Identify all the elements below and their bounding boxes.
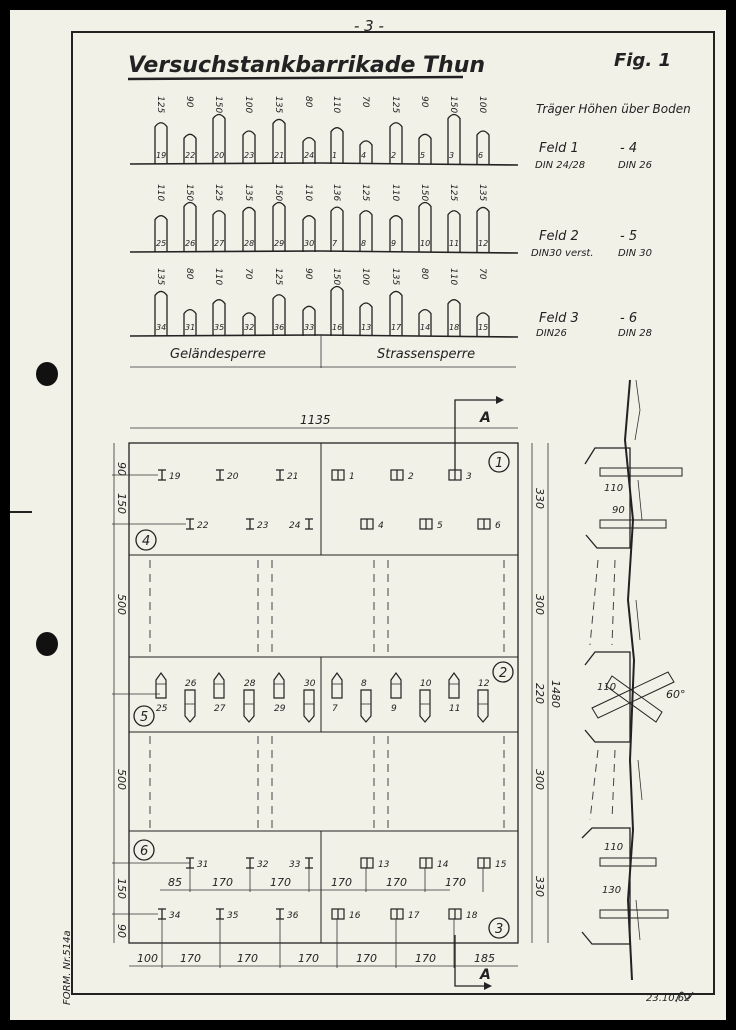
plan-post-21-label: 21 [287,472,299,482]
zone-label-strassensperre: Strassensperre [377,347,476,362]
elevation-height-16: 150 [331,268,341,286]
elevation-views [130,96,518,337]
plan-post-2 [391,470,414,482]
plan-post-31-label: 31 [197,860,209,870]
plan-post-27-label: 27 [214,704,226,714]
left-dim-150-top: 150 [115,493,128,514]
elevation-height-34: 135 [155,268,165,286]
elevation-height-26: 150 [184,184,194,202]
elevation-post-number-23: 23 [244,151,255,160]
section-dim-110-middle: 110 [597,682,617,693]
plan-post-3 [449,470,472,482]
elevation-post-number-3: 3 [449,151,455,160]
elevation-post-number-26: 26 [185,239,196,248]
elevation-post-number-12: 12 [478,239,489,248]
plan-post-9-label: 9 [391,704,397,714]
plan-post-1 [332,470,355,482]
bottom-dim-170-3: 170 [298,952,319,965]
mid-dim-170-4: 170 [386,876,407,889]
technical-drawing [10,10,726,1020]
elevation-post-number-24: 24 [304,151,315,160]
drawing-title: Versuchstankbarrikade Thun [128,53,486,78]
field-number-2: 2 [499,666,508,681]
left-dim-500-top: 500 [115,594,128,615]
drawing-sheet [10,10,726,1020]
plan-post-17-label: 17 [408,911,420,921]
width-dimension: 1135 [300,413,331,427]
section-angle: 60° [666,688,686,701]
drawing-date: 23.10.62 [646,993,691,1004]
legend-feld3-label: Feld 3 [539,311,579,326]
elevation-post-number-14: 14 [420,323,431,332]
ground-hatching [635,380,642,940]
elevation-height-33: 90 [303,268,313,280]
elevation-height-5: 90 [419,96,429,108]
plan-post-36 [276,909,299,921]
plan-post-1-label: 1 [349,472,355,482]
plan-post-21 [276,470,298,482]
plan-post-15-label: 15 [495,860,507,870]
right-dim-220: 220 [533,683,546,704]
elevation-height-12: 135 [477,184,487,202]
section-dash-3 [590,750,598,820]
bottom-dim-185: 185 [474,952,495,965]
elevation-height-20: 150 [213,96,223,114]
plan-post-25-label: 25 [156,704,168,714]
elevation-height-2: 125 [390,96,400,114]
section-label-top: A [480,410,491,426]
plan-post-29 [274,673,286,714]
plan-post-35-label: 35 [227,911,239,921]
elevation-height-18: 110 [448,268,458,286]
field-number-6: 6 [140,844,149,859]
mid-dim-85: 85 [168,876,182,889]
plan-post-6 [478,519,501,531]
elevation-height-21: 135 [273,96,283,114]
section-arrow-bottom [484,982,492,990]
plan-post-19-label: 19 [169,472,181,482]
elevation-post-number-13: 13 [361,323,372,332]
elevation-post-number-25: 25 [156,239,167,248]
elevation-height-27: 125 [213,184,223,202]
elevation-post-number-5: 5 [420,151,426,160]
plan-post-13 [361,858,390,870]
bottom-dim-100: 100 [137,952,158,965]
elevation-height-32: 70 [243,268,253,280]
left-dim-90-top: 90 [115,462,128,476]
plan-post-7 [332,673,342,714]
plan-post-20 [216,470,239,482]
beam-lower-long [600,910,668,918]
field-number-1: 1 [495,456,504,471]
plan-post-18-label: 18 [466,911,478,921]
field-number-5: 5 [140,710,149,725]
section-dash-4 [612,750,615,820]
elevation-post-number-31: 31 [185,323,196,332]
elevation-post-number-34: 34 [156,323,167,332]
plan-post-8-label: 8 [361,679,367,689]
right-dim-330-bottom: 330 [533,876,546,897]
right-dim-300-bottom: 300 [533,769,546,790]
plan-post-3-label: 3 [466,472,472,482]
elevation-post-number-9: 9 [391,239,397,248]
plan-post-23 [246,519,269,531]
plan-post-27 [214,673,226,714]
fold-mark [10,511,32,513]
section-dash-2 [612,560,615,645]
plan-post-23-label: 23 [257,521,269,531]
plan-post-28 [244,679,256,722]
plan-post-22-label: 22 [197,521,209,531]
elevation-post-number-36: 36 [274,323,285,332]
plan-post-13-label: 13 [378,860,390,870]
legend-feld4-profile: DIN 26 [618,160,653,171]
elevation-height-22: 90 [184,96,194,108]
elevation-post-number-7: 7 [332,239,338,248]
plan-post-11 [449,673,460,714]
plan-post-30-label: 30 [304,679,316,689]
plan-post-15 [478,858,507,870]
elevation-height-24: 80 [303,96,313,108]
left-dimensions [115,462,128,938]
plan-post-33-label: 33 [289,860,301,870]
elevation-height-7: 136 [331,184,341,202]
elevation-post-number-20: 20 [214,151,225,160]
legend-feld2-label: Feld 2 [539,229,579,244]
elevation-post-number-27: 27 [214,239,225,248]
mid-dim-170-5: 170 [445,876,466,889]
plan-post-36-label: 36 [287,911,299,921]
elevation-post-number-10: 10 [420,239,431,248]
elevation-height-14: 80 [419,268,429,280]
elevation-post-number-15: 15 [478,323,489,332]
plan-post-26-label: 26 [185,679,197,689]
elevation-height-25: 110 [155,184,165,202]
plan-post-24-label: 24 [289,521,301,531]
elevation-post-number-35: 35 [214,323,225,332]
elevation-post-number-28: 28 [244,239,255,248]
binder-hole-bottom [36,632,58,656]
plan-post-4-label: 4 [378,521,384,531]
left-dim-90-bottom: 90 [115,924,128,938]
legend-feld6-label: - 6 [620,311,638,326]
elevation-post-number-29: 29 [274,239,285,248]
plan-post-19 [158,470,181,482]
section-view [582,380,686,980]
section-label-bottom: A [480,967,491,983]
elevation-post-number-16: 16 [332,323,343,332]
plan-post-17 [391,909,420,921]
elevation-height-10: 150 [419,184,429,202]
elevation-height-13: 100 [360,268,370,286]
elevation-post-number-8: 8 [361,239,367,248]
legend-feld2-profile: DIN30 verst. [531,248,594,259]
elevation-height-28: 135 [243,184,253,202]
left-dim-150-bottom: 150 [115,878,128,899]
legend-header: Träger Höhen über Boden [536,102,691,116]
section-dim-90: 90 [612,505,625,516]
plan-post-29-label: 29 [274,704,286,714]
plan-post-20-label: 20 [227,472,239,482]
binder-hole-top [36,362,58,386]
plan-post-34-label: 34 [169,911,181,921]
plan-post-6-label: 6 [495,521,501,531]
section-dash-1 [590,560,598,645]
elevation-post-number-21: 21 [274,151,285,160]
mid-dim-170-2: 170 [270,876,291,889]
plan-post-34 [158,909,181,921]
total-dimension: 1480 [549,680,562,708]
elevation-height-35: 110 [213,268,223,286]
plan-posts [156,470,507,968]
plan-post-9 [391,673,401,714]
right-dim-300-top: 300 [533,594,546,615]
legend [531,102,691,339]
plan-post-26 [185,679,197,722]
field-number-4: 4 [142,534,151,549]
elevation-post-number-17: 17 [391,323,402,332]
legend-feld1-label: Feld 1 [539,141,579,156]
elevation-height-31: 80 [184,268,194,280]
elevation-post-number-22: 22 [185,151,196,160]
plan-post-24 [289,519,313,531]
plan-post-28-label: 28 [244,679,256,689]
right-dimensions [533,488,562,897]
legend-feld1-profile: DIN 24/28 [535,160,586,171]
elevation-height-23: 100 [243,96,253,114]
section-dim-110-upper: 110 [604,483,624,494]
elevation-post-number-6: 6 [478,151,484,160]
plan-post-5 [420,519,443,531]
right-dim-330-top: 330 [533,488,546,509]
plan-post-8 [361,679,371,722]
section-dim-130: 130 [602,885,622,896]
plan-post-12-label: 12 [478,679,490,689]
bottom-dim-170-5: 170 [415,952,436,965]
elevation-height-19: 125 [155,96,165,114]
plan-post-18 [449,909,478,921]
section-arrow-top [496,396,504,404]
page-number: - 3 - [354,17,384,35]
elevation-post-number-30: 30 [304,239,315,248]
plan-post-30 [304,679,316,722]
zone-label-gelaendesperre: Geländesperre [170,347,266,362]
plan-post-32-label: 32 [257,860,269,870]
plan-post-31 [186,858,208,870]
elevation-height-29: 150 [273,184,283,202]
field-markers [134,452,513,938]
plan-post-35 [216,909,239,921]
elevation-height-9: 110 [390,184,400,202]
plan-post-16-label: 16 [349,911,361,921]
bottom-dim-170-1: 170 [180,952,201,965]
section-dim-110-lower: 110 [604,842,624,853]
elevation-post-number-18: 18 [449,323,460,332]
plan-post-14 [420,858,449,870]
elevation-post-number-2: 2 [391,151,397,160]
plan-post-7-label: 7 [332,704,338,714]
mid-dim-170-1: 170 [212,876,233,889]
plan-post-11-label: 11 [449,704,461,714]
left-dim-500-bottom: 500 [115,769,128,790]
elevation-height-30: 110 [303,184,313,202]
legend-feld5-label: - 5 [620,229,638,244]
plan-post-25 [156,673,168,714]
bottom-dim-170-4: 170 [356,952,377,965]
legend-feld5-profile: DIN 30 [618,248,653,259]
elevation-post-number-33: 33 [304,323,315,332]
field-number-3: 3 [495,922,504,937]
legend-feld3-profile: DIN26 [536,328,567,339]
bottom-dimensions [137,952,495,965]
figure-label: Fig. 1 [614,50,671,71]
beam-upper-long [600,468,682,476]
elevation-height-15: 70 [477,268,487,280]
legend-feld6-profile: DIN 28 [618,328,653,339]
pit-middle [585,652,630,742]
elevation-height-3: 150 [448,96,458,114]
legend-feld4-label: - 4 [620,141,638,156]
elevation-height-6: 100 [477,96,487,114]
plan-post-12 [478,679,490,722]
beam-lower-short [600,858,656,866]
elevation-height-11: 125 [448,184,458,202]
plan-view [112,396,562,990]
plan-post-14-label: 14 [437,860,449,870]
plan-post-32 [246,858,269,870]
elevation-post-number-4: 4 [361,151,367,160]
form-number: FORM. Nr.514a [62,930,73,1005]
elevation-height-36: 125 [273,268,283,286]
plan-post-2-label: 2 [408,472,414,482]
plan-post-16 [332,909,361,921]
plan-post-22 [186,519,209,531]
elevation-height-1: 110 [331,96,341,114]
plan-post-10 [420,679,432,722]
plan-post-4 [361,519,384,531]
elevation-height-8: 125 [360,184,370,202]
elevation-height-4: 70 [360,96,370,108]
plan-post-5-label: 5 [437,521,443,531]
dashed-guides [150,560,504,829]
elevation-post-number-11: 11 [449,239,460,248]
elevation-post-number-19: 19 [156,151,167,160]
mid-dimensions [168,876,466,889]
elevation-post-number-32: 32 [244,323,255,332]
pit-upper [585,448,630,548]
elevation-post-number-1: 1 [332,151,338,160]
bottom-dim-170-2: 170 [237,952,258,965]
elevation-height-17: 135 [390,268,400,286]
plan-post-10-label: 10 [420,679,432,689]
mid-dim-170-3: 170 [331,876,352,889]
